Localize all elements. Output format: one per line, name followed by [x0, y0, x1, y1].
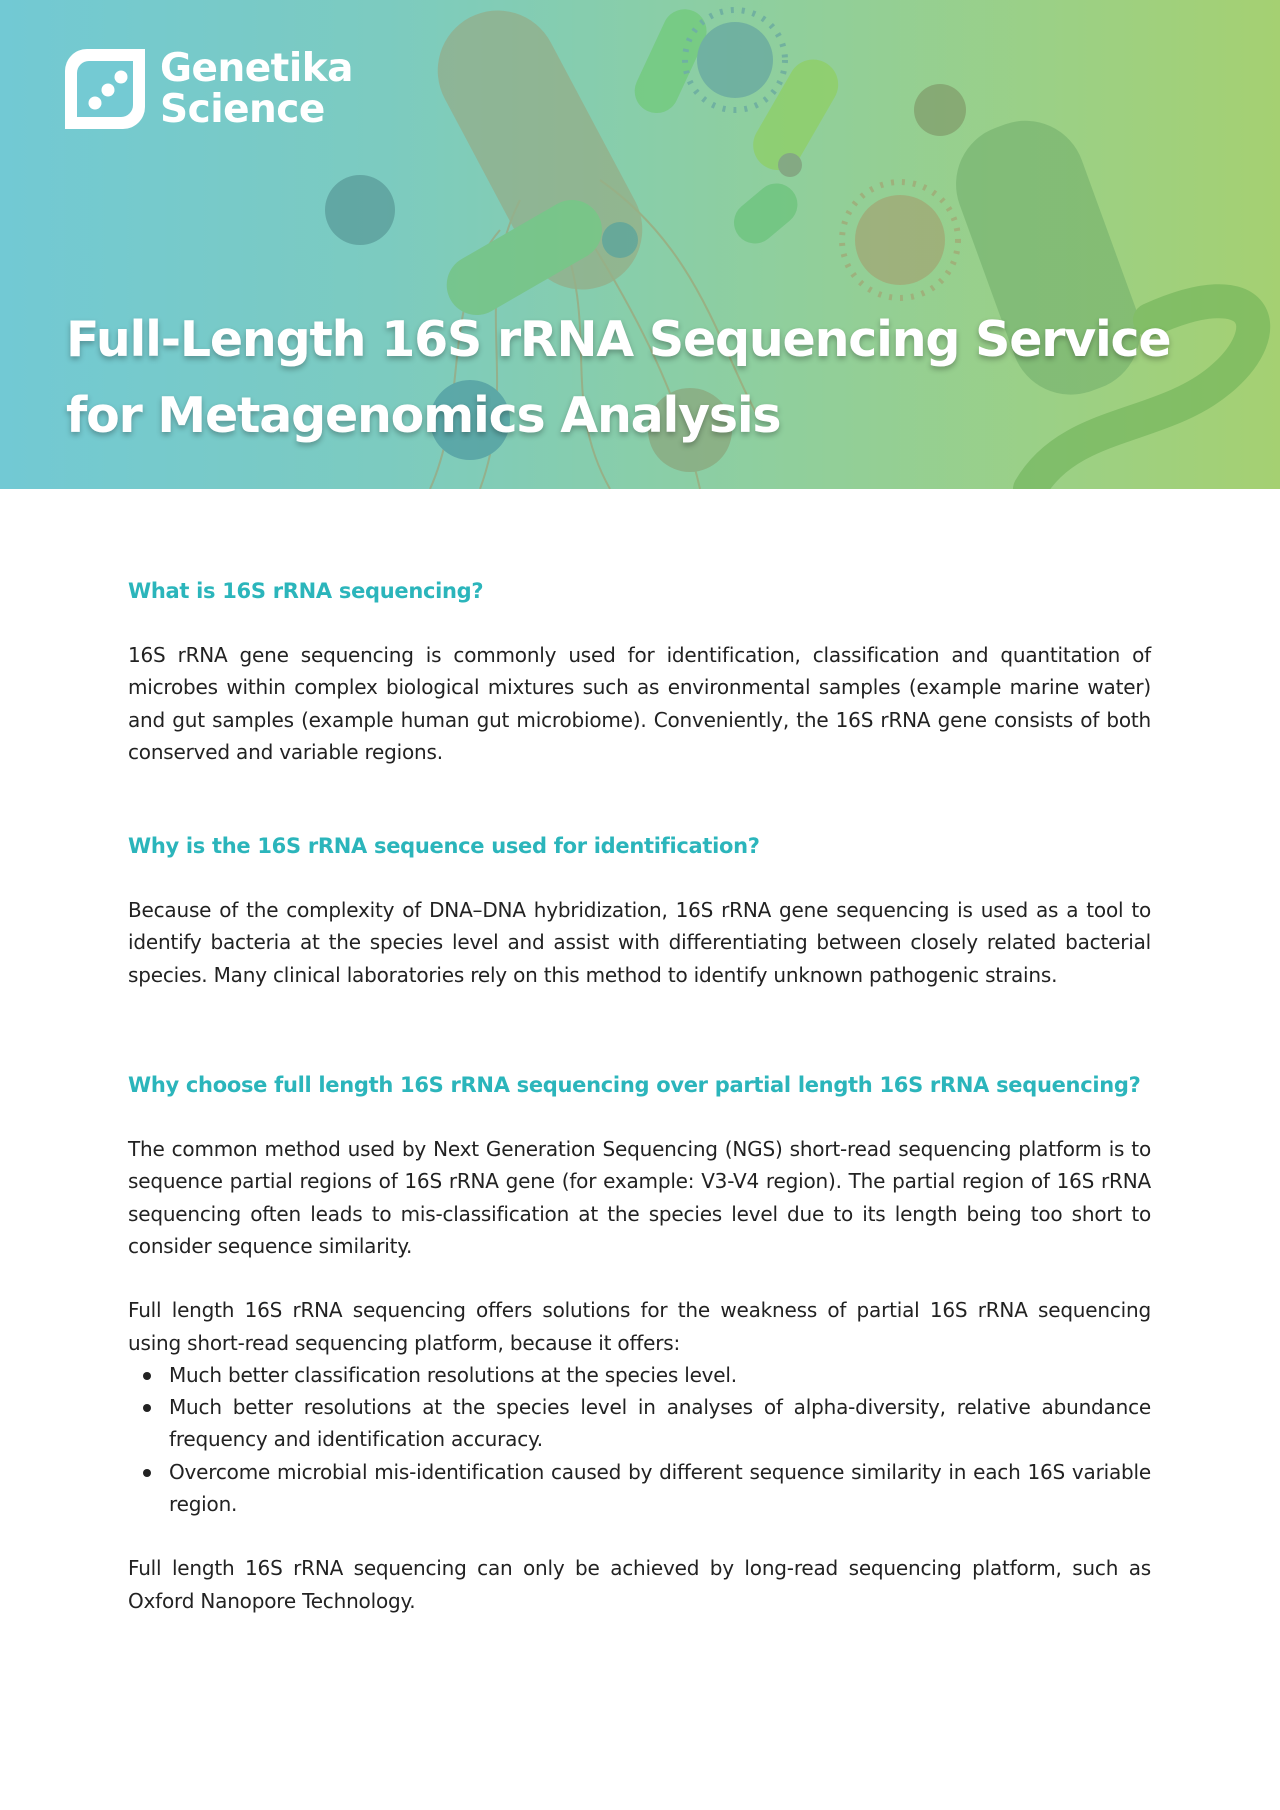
bullet-icon [143, 1404, 151, 1412]
bullet-icon [143, 1372, 151, 1380]
benefits-list [128, 1359, 1151, 1520]
section-paragraph: 16S rRNA gene sequencing is commonly used for identification, classification and quantitation of microbes within complex biological mixtures such as environmental samples (example marine water) and gut samples (example human gut microbiome). Conveniently, the 16S rRNA gene consists of both conserved and variable regions. [128, 643, 1151, 764]
section-paragraph: The common method used by Next Generation Sequencing (NGS) short-read sequencing platform is to sequence partial regions of 16S rRNA gene (for example: V3-V4 region). The partial region of 16S rRNA sequencing often leads to mis-classification at the species level due to its length being too short to consider sequence similarity. [128, 1137, 1151, 1258]
section-paragraph: Full length 16S rRNA sequencing offers solutions for the weakness of partial 16S rRNA sequencing using short-read sequencing platform, because it offers: [128, 1298, 1151, 1355]
brand-line-2: Science [160, 87, 325, 132]
section-paragraph: Because of the complexity of DNA–DNA hybridization, 16S rRNA gene sequencing is used as a tool to identify bacteria at the species level and assist with differentiating between closely related bacterial species. Many clinical laboratories rely on this method to identify unknown pathogenic strains. [128, 898, 1151, 987]
section-why-full-length [128, 1069, 1151, 1617]
brand-line-1: Genetika [160, 46, 353, 91]
closing-paragraph: Full length 16S rRNA sequencing can only be achieved by long-read sequencing platform, such as Oxford Nanopore Technology. [128, 1556, 1151, 1613]
leaf-square-dots-icon [65, 49, 145, 129]
bullet-icon [143, 1469, 151, 1477]
section-heading: Why choose full length 16S rRNA sequencing over partial length 16S rRNA sequencing? [128, 1073, 1141, 1098]
section-heading: Why is the 16S rRNA sequence used for identification? [128, 834, 760, 859]
section-heading: What is 16S rRNA sequencing? [128, 579, 484, 603]
list-item-text: Much better resolutions at the species level in analyses of alpha-diversity, relative abundance frequency and identification accuracy. [169, 1395, 1151, 1452]
list-item-text: Overcome microbial mis-identification caused by different sequence similarity in each 16S variable region. [169, 1459, 1151, 1517]
page-title-line-1: Full-Length 16S rRNA Sequencing Service [66, 311, 1171, 368]
section-why-16s-identification [128, 830, 1151, 991]
document-body [128, 575, 1151, 1617]
list-item [169, 1456, 1151, 1521]
hero-banner [0, 0, 1280, 489]
section-what-is-16s [128, 575, 1151, 768]
page-title-line-2: for Metagenomics Analysis [66, 387, 781, 444]
brand-name [160, 48, 353, 130]
list-item [169, 1359, 1151, 1391]
brand-logo [65, 48, 353, 130]
page-title [66, 302, 1266, 454]
list-item [169, 1391, 1151, 1456]
list-item-text: Much better classification resolutions at the species level. [169, 1362, 737, 1387]
